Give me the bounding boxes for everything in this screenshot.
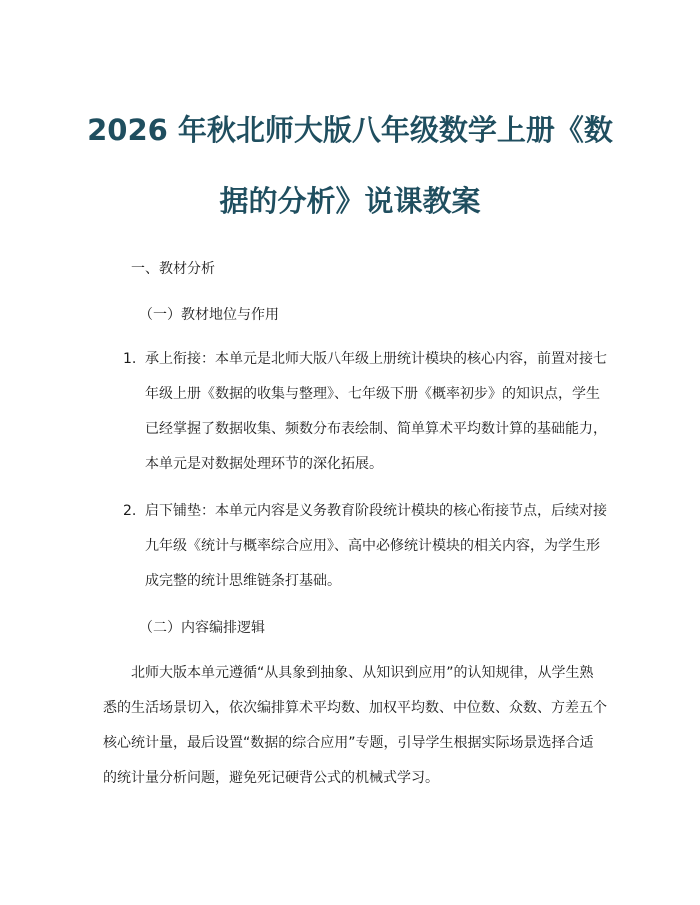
paragraph-line-1: 北师大版本单元遵循“从具象到抽象、从知识到应用”的认知规律，从学生熟	[131, 665, 594, 681]
subsection-heading-content-arrangement: （二）内容编排逻辑	[139, 620, 265, 636]
list-item-number: 2.	[123, 503, 137, 519]
paragraph-line-3: 核心统计量，最后设置“数据的综合应用”专题，引导学生根据实际场景选择合适	[103, 735, 594, 751]
list-item-number: 1.	[123, 351, 137, 367]
list-item-2-line-3: 成完整的统计思维链条打基础。	[145, 573, 341, 589]
list-item-2-line-1: 启下铺垫：本单元内容是义务教育阶段统计模块的核心衔接节点，后续对接	[145, 503, 607, 519]
subsection-heading-position-role: （一）教材地位与作用	[139, 307, 279, 323]
paragraph-line-4: 的统计量分析问题，避免死记硬背公式的机械式学习。	[103, 770, 439, 786]
list-item-2-line-2: 九年级《统计与概率综合应用》、高中必修统计模块的相关内容，为学生形	[145, 538, 600, 554]
list-item-1-line-4: 本单元是对数据处理环节的深化拓展。	[145, 456, 383, 472]
document-title-line-2: 据的分析》说课教案	[219, 184, 481, 218]
list-item-1-line-3: 已经掌握了数据收集、频数分布表绘制、简单算术平均数计算的基础能力，	[145, 421, 607, 437]
list-item-1-line-2: 年级上册《数据的收集与整理》、七年级下册《概率初步》的知识点，学生	[145, 386, 600, 402]
paragraph-line-2: 悉的生活场景切入，依次编排算术平均数、加权平均数、中位数、众数、方差五个	[103, 700, 607, 716]
section-heading-textbook-analysis: 一、教材分析	[131, 261, 215, 277]
list-item-1-line-1: 承上衔接：本单元是北师大版八年级上册统计模块的核心内容，前置对接七	[145, 351, 607, 367]
document-title-line-1: 2026 年秋北师大版八年级数学上册《数	[87, 113, 613, 147]
